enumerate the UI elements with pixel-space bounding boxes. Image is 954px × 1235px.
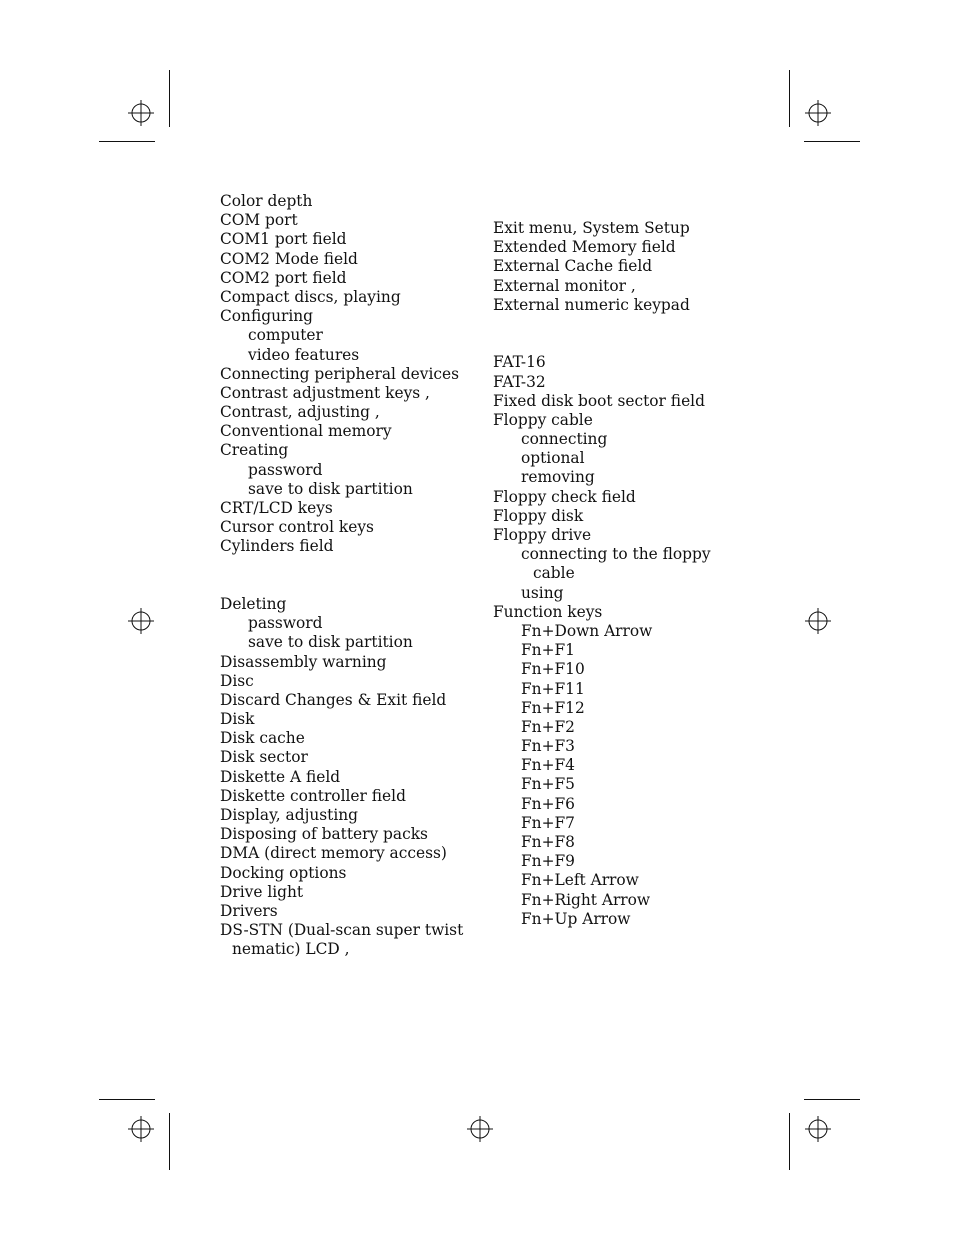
- section-gap: [493, 315, 733, 353]
- index-entry: Disk: [220, 710, 255, 729]
- index-entry: Deleting: [220, 594, 287, 613]
- index-entry: Function keys: [493, 602, 603, 621]
- index-subentry: Fn+Up Arrow: [521, 909, 631, 928]
- index-subentry: video features: [248, 345, 360, 364]
- index-entry: FAT-16: [493, 353, 546, 372]
- index-entry: Connecting peripheral devices: [220, 364, 460, 383]
- index-entry: CRT/LCD keys: [220, 499, 333, 517]
- index-subentry: Fn+F2: [521, 717, 575, 736]
- registration-crosshair-icon: [128, 100, 154, 126]
- index-entry: Cylinders field: [220, 537, 334, 556]
- index-entry: Creating: [220, 441, 289, 460]
- index-column-right: [493, 219, 733, 929]
- section-gap: [220, 557, 460, 595]
- index-subentry: Fn+F6: [521, 794, 575, 813]
- index-subentry: Fn+F5: [521, 775, 575, 794]
- index-subentry: save to disk partition: [248, 479, 413, 498]
- index-entry: FAT-32: [493, 372, 546, 391]
- index-entry: External monitor ,: [493, 276, 636, 295]
- index-entry: COM port: [220, 211, 298, 230]
- index-subentry: removing: [521, 468, 595, 487]
- index-subentry: computer: [248, 326, 323, 345]
- index-entry: Floppy drive: [493, 526, 592, 545]
- index-entry: Drivers: [220, 901, 278, 920]
- index-entry: Floppy cable: [493, 410, 593, 429]
- crop-mark-line: [169, 70, 170, 127]
- index-column-left: [220, 192, 464, 960]
- index-entry: Drive light: [220, 882, 304, 901]
- index-entry: Compact discs, playing: [220, 287, 401, 306]
- registration-crosshair-icon: [805, 1116, 831, 1142]
- registration-crosshair-icon: [128, 1116, 154, 1142]
- index-entry: Disk cache: [220, 729, 305, 748]
- index-subentry: Fn+F11: [521, 679, 585, 698]
- crop-mark-line: [99, 141, 155, 142]
- index-entry: Fixed disk boot sector field: [493, 391, 705, 410]
- index-subentry: Fn+F3: [521, 737, 575, 756]
- index-subentry: cable: [533, 564, 575, 583]
- index-subentry: Fn+F12: [521, 698, 585, 717]
- index-subentry: Fn+F4: [521, 756, 575, 775]
- index-entry: External numeric keypad: [493, 295, 690, 314]
- index-subentry: password: [248, 614, 323, 633]
- registration-crosshair-icon: [128, 608, 154, 634]
- index-subentry: Fn+F10: [521, 660, 585, 679]
- index-entry: Exit menu, System Setup: [493, 219, 690, 237]
- index-subentry: connecting: [521, 430, 608, 449]
- index-subentry: using: [521, 583, 564, 602]
- index-entry: Docking options: [220, 863, 347, 882]
- index-entry: COM2 Mode field: [220, 249, 358, 268]
- registration-crosshair-icon: [467, 1116, 493, 1142]
- index-subentry: Fn+Left Arrow: [521, 871, 639, 890]
- index-entry: Contrast, adjusting ,: [220, 403, 380, 422]
- index-subentry: optional: [521, 449, 585, 468]
- crop-mark-line: [804, 141, 860, 142]
- crop-mark-line: [99, 1099, 155, 1100]
- index-subentry: save to disk partition: [248, 633, 413, 652]
- index-entry: Discard Changes & Exit field: [220, 690, 447, 709]
- index-entry: Color depth: [220, 192, 313, 210]
- index-entry: Disc: [220, 671, 254, 690]
- index-entry: Cursor control keys: [220, 518, 374, 537]
- index-subentry: nematic) LCD ,: [232, 940, 350, 959]
- index-subentry: Fn+F7: [521, 813, 575, 832]
- index-subentry: connecting to the floppy: [521, 545, 711, 564]
- index-entry: Disk sector: [220, 748, 308, 767]
- index-entry: External Cache field: [493, 257, 653, 276]
- index-entry: Diskette controller field: [220, 786, 406, 805]
- index-entry: DS-STN (Dual-scan super twist: [220, 921, 464, 940]
- index-entry: Floppy check field: [493, 487, 636, 506]
- crop-mark-line: [789, 70, 790, 127]
- index-subentry: Fn+Down Arrow: [521, 621, 653, 640]
- index-entry: Diskette A field: [220, 767, 341, 786]
- index-entry: Extended Memory field: [493, 238, 676, 257]
- index-entry: Contrast adjustment keys ,: [220, 383, 430, 402]
- crop-mark-line: [789, 1113, 790, 1170]
- index-entry: Disassembly warning: [220, 652, 387, 671]
- index-entry: COM1 port field: [220, 230, 347, 249]
- index-subentry: Fn+F1: [521, 641, 575, 660]
- index-subentry: Fn+F9: [521, 852, 575, 871]
- index-entry: DMA (direct memory access): [220, 844, 447, 863]
- registration-crosshair-icon: [805, 608, 831, 634]
- crop-mark-line: [169, 1113, 170, 1170]
- index-entry: Disposing of battery packs: [220, 825, 428, 844]
- index-subentry: Fn+F8: [521, 833, 575, 852]
- crop-mark-line: [804, 1099, 860, 1100]
- index-subentry: password: [248, 460, 323, 479]
- index-entry: Floppy disk: [493, 506, 584, 525]
- index-subentry: Fn+Right Arrow: [521, 890, 651, 909]
- registration-crosshair-icon: [805, 100, 831, 126]
- index-entry: Configuring: [220, 307, 314, 326]
- index-entry: COM2 port field: [220, 268, 347, 287]
- index-entry: Conventional memory: [220, 422, 392, 441]
- index-entry: Display, adjusting: [220, 806, 359, 825]
